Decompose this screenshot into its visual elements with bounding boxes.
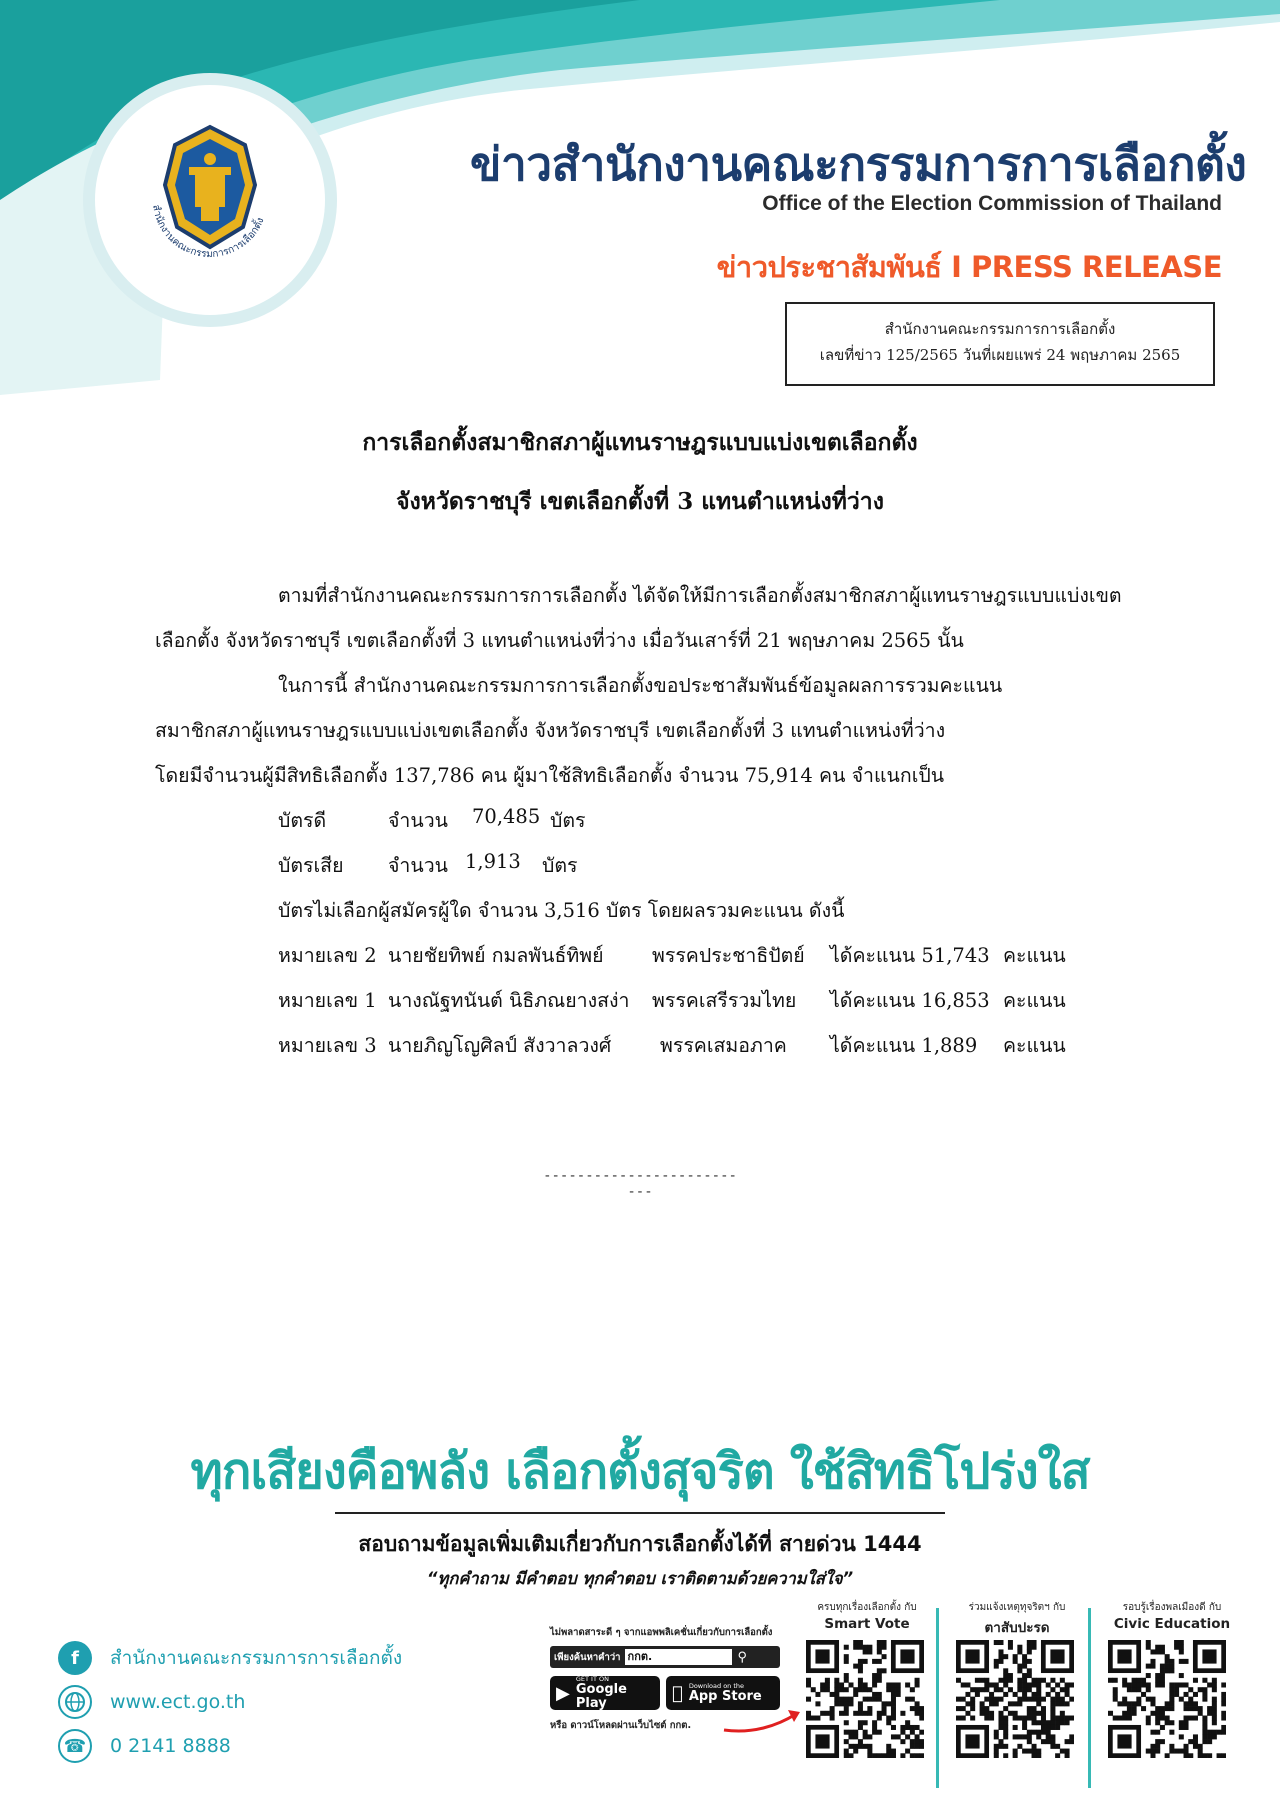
candidate-votes: ได้คะแนน 51,743 (830, 944, 990, 967)
slogan-divider (335, 1512, 945, 1514)
contact-facebook[interactable] (58, 1640, 402, 1676)
phone-icon: ☎ (58, 1729, 92, 1763)
paragraph-1-line-1: ตามที่สำนักงานคณะกรรมการการเลือกตั้ง ได้จัดให้มีการเลือกตั้งสมาชิกสภาผู้แทนราษฎรแบบแบ่งเขต (278, 584, 1122, 607)
paragraph-2-line-3: โดยมีจำนวนผู้มีสิทธิเลือกตั้ง 137,786 คน ผู้มาใช้สิทธิเลือกตั้ง จำนวน 75,914 คน จำแนกเป็น (155, 764, 945, 787)
paragraph-1-line-2: เลือกตั้ง จังหวัดราชบุรี เขตเลือกตั้งที่ 3 แทนตำแหน่งที่ว่าง เมื่อวันเสาร์ที่ 21 พฤษภาคม 2565 นั้น (155, 629, 964, 652)
facebook-icon: f (58, 1641, 92, 1675)
candidate-name: นายชัยทิพย์ กมลพันธ์ทิพย์ (388, 944, 604, 967)
candidate-name: นายภิญโญศิลป์ สังวาลวงศ์ (388, 1034, 612, 1057)
no-vote-line: บัตรไม่เลือกผู้สมัครผู้ใด จำนวน 3,516 บัตร โดยผลรวมคะแนน ดังนี้ (278, 899, 845, 922)
candidate-party: พรรคเสมอภาค (660, 1034, 787, 1057)
candidate-votes: ได้คะแนน 1,889 (830, 1034, 978, 1057)
contact-website[interactable] (58, 1684, 245, 1720)
app-store-badge[interactable] (666, 1676, 780, 1710)
google-play-icon: ▶ (556, 1682, 570, 1704)
footer-separator (1088, 1608, 1091, 1788)
app-note: ไม่พลาดสาระดี ๆ จากแอพพลิเคชั่นเกี่ยวกับการเลือกตั้ง (550, 1627, 773, 1638)
ballot-invalid-unit: บัตร (542, 854, 578, 877)
candidate-votes-unit: คะแนน (1003, 1034, 1066, 1057)
reference-office: สำนักงานคณะกรรมการการเลือกตั้ง (884, 320, 1116, 338)
bottom-bar (0, 1792, 1280, 1810)
qr-caption-civic-1: รอบรู้เรื่องพลเมืองดี กับ (1122, 1602, 1222, 1613)
google-play-small: GET IT ON (575, 1675, 609, 1683)
logo-ring-text: สำนักงานคณะกรรมการการเลือกตั้ง (150, 203, 267, 261)
ballot-invalid-count-label: จำนวน (388, 854, 448, 877)
candidate-number: หมายเลข 2 (278, 944, 377, 967)
candidate-votes-unit: คะแนน (1003, 989, 1066, 1012)
candidate-party: พรรคเสรีรวมไทย (652, 989, 797, 1012)
press-release-label: ข่าวประชาสัมพันธ์ I PRESS RELEASE (716, 250, 1222, 284)
end-mark: -------------------------- (543, 1168, 737, 1200)
google-play-big: Google Play (575, 1682, 627, 1711)
arrow-icon (722, 1708, 802, 1738)
contact-website-text: www.ect.go.th (110, 1691, 246, 1713)
ballot-valid-count-label: จำนวน (388, 809, 448, 832)
header-title-th: ข่าวสำนักงานคณะกรรมการการเลือกตั้ง (470, 137, 1247, 191)
app-search-bar (550, 1646, 780, 1668)
reference-number: เลขที่ข่าว 125/2565 วันที่เผยแพร่ 24 พฤษภาคม 2565 (819, 346, 1181, 364)
qr-code-smartvote-icon[interactable] (806, 1640, 924, 1758)
ballot-valid-label: บัตรดี (278, 809, 327, 832)
qr-code-tasapparot-icon[interactable] (956, 1640, 1074, 1758)
app-search-value: กกต. (625, 1649, 732, 1665)
candidate-votes: ได้คะแนน 16,853 (830, 989, 990, 1012)
search-icon: ⚲ (737, 1649, 748, 1665)
motto-quote: “ทุกคำถาม มีคำตอบ ทุกคำตอบ เราติดตามด้วยความใส่ใจ” (426, 1569, 854, 1588)
globe-icon (58, 1685, 92, 1719)
news-title-line2: จังหวัดราชบุรี เขตเลือกตั้งที่ 3 แทนตำแหน่งที่ว่าง (396, 488, 884, 515)
qr-caption-tasapparot-1: ร่วมแจ้งเหตุทุจริตฯ กับ (968, 1602, 1066, 1613)
app-store-small: Download on the (678, 1682, 734, 1690)
reference-box (785, 302, 1215, 386)
web-download-note: หรือ ดาวน์โหลดผ่านเว็บไซต์ กกต. (550, 1720, 692, 1731)
header-title-en: Office of the Election Commission of Thailand (762, 192, 1222, 215)
candidate-party: พรรคประชาธิปัตย์ (652, 944, 805, 967)
ballot-valid-unit: บัตร (550, 809, 586, 832)
contact-phone-text: 0 2141 8888 (110, 1735, 231, 1757)
candidate-number: หมายเลข 1 (278, 989, 377, 1012)
qr-caption-civic-2: Civic Education (1113, 1616, 1231, 1632)
footer-separator (936, 1608, 939, 1788)
app-store-big: App Store (678, 1689, 751, 1704)
ect-emblem-icon (125, 115, 295, 285)
candidate-number: หมายเลข 3 (278, 1034, 377, 1057)
candidate-name: นางณัฐทนันต์ นิธิภณยางสง่า (388, 989, 630, 1012)
qr-caption-smartvote-1: ครบทุกเรื่องเลือกตั้ง กับ (817, 1602, 917, 1613)
ballot-invalid-value: 1,913 (465, 850, 521, 873)
ballot-valid-value: 70,485 (472, 805, 541, 828)
slogan: ทุกเสียงคือพลัง เลือกตั้งสุจริต ใช้สิทธิโปร่งใส (190, 1443, 1090, 1500)
apple-icon (672, 1683, 683, 1704)
contact-phone[interactable] (58, 1728, 231, 1764)
google-play-badge[interactable] (550, 1676, 660, 1710)
qr-code-civic-icon[interactable] (1108, 1640, 1226, 1758)
news-title-line1: การเลือกตั้งสมาชิกสภาผู้แทนราษฎรแบบแบ่งเขตเลือกตั้ง (362, 429, 918, 456)
qr-caption-tasapparot-2: ตาสับปะรด (984, 1620, 1050, 1636)
ect-logo (95, 85, 325, 315)
hotline-text: สอบถามข้อมูลเพิ่มเติมเกี่ยวกับการเลือกตั้งได้ที่ สายด่วน 1444 (358, 1532, 922, 1556)
app-search-label: เพียงค้นหาคำว่า (554, 1651, 621, 1663)
paragraph-2-line-1: ในการนี้ สำนักงานคณะกรรมการการเลือกตั้งขอประชาสัมพันธ์ข้อมูลผลการรวมคะแนน (278, 674, 1003, 697)
paragraph-2-line-2: สมาชิกสภาผู้แทนราษฎรแบบแบ่งเขตเลือกตั้ง จังหวัดราชบุรี เขตเลือกตั้งที่ 3 แทนตำแหน่งที่ว่าง (155, 719, 946, 742)
ballot-invalid-label: บัตรเสีย (278, 854, 344, 877)
contact-facebook-text: สำนักงานคณะกรรมการการเลือกตั้ง (110, 1647, 403, 1669)
qr-caption-smartvote-2: Smart Vote (824, 1616, 910, 1632)
candidate-votes-unit: คะแนน (1003, 944, 1066, 967)
